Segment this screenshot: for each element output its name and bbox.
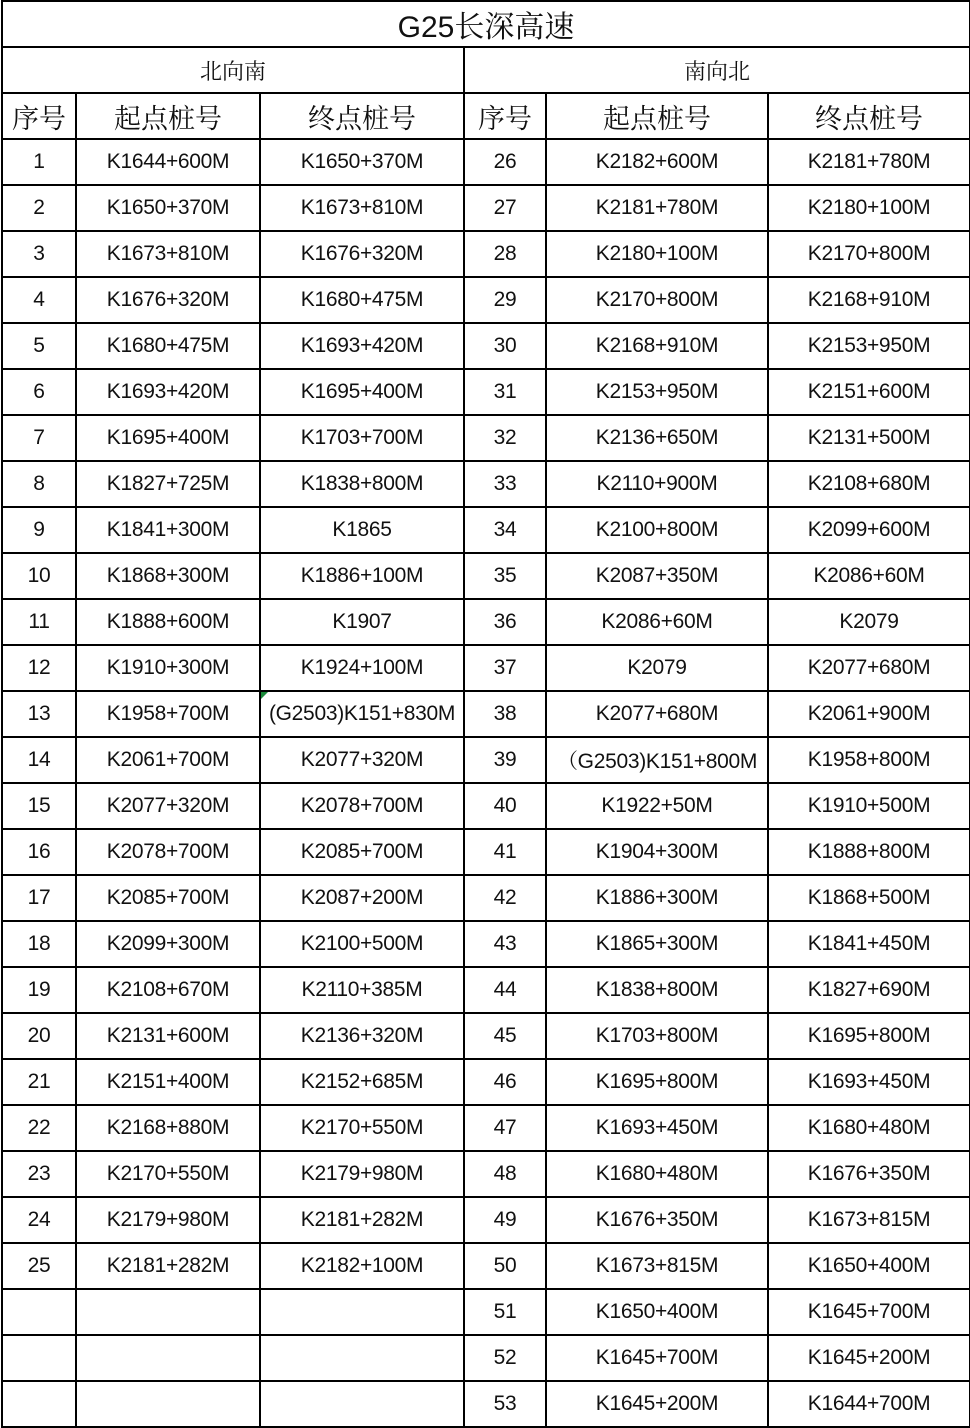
left-start-cell: K1910+300M xyxy=(76,645,260,691)
table-row xyxy=(2,691,970,737)
left-start-cell: K2099+300M xyxy=(76,921,260,967)
left-start-cell: K1650+370M xyxy=(76,185,260,231)
left-seq-cell: 23 xyxy=(2,1151,76,1197)
right-start-cell: K1695+800M xyxy=(546,1059,768,1105)
right-start-cell: K1865+300M xyxy=(546,921,768,967)
left-seq-cell: 18 xyxy=(2,921,76,967)
right-start-cell: K1693+450M xyxy=(546,1105,768,1151)
header-seq-left: 序号 xyxy=(2,93,76,139)
left-start-cell: K2061+700M xyxy=(76,737,260,783)
right-end-cell: K1645+700M xyxy=(768,1289,970,1335)
left-end-cell: K2078+700M xyxy=(260,783,464,829)
right-seq-cell: 51 xyxy=(464,1289,546,1335)
comment-marker-icon xyxy=(261,692,268,699)
left-seq-cell: 21 xyxy=(2,1059,76,1105)
header-end-left: 终点桩号 xyxy=(260,93,464,139)
left-seq-cell: 15 xyxy=(2,783,76,829)
left-start-cell xyxy=(76,1335,260,1381)
left-start-cell: K1680+475M xyxy=(76,323,260,369)
left-seq-cell: 12 xyxy=(2,645,76,691)
left-seq-cell xyxy=(2,1381,76,1427)
left-seq-cell: 24 xyxy=(2,1197,76,1243)
right-seq-cell: 49 xyxy=(464,1197,546,1243)
left-end-cell: K1703+700M xyxy=(260,415,464,461)
right-start-cell: K2086+60M xyxy=(546,599,768,645)
right-end-cell: K1673+815M xyxy=(768,1197,970,1243)
left-start-cell: K1868+300M xyxy=(76,553,260,599)
table-row xyxy=(2,783,970,829)
left-end-cell: K2179+980M xyxy=(260,1151,464,1197)
left-start-cell: K2181+282M xyxy=(76,1243,260,1289)
right-seq-cell: 30 xyxy=(464,323,546,369)
left-end-cell: K1693+420M xyxy=(260,323,464,369)
table-row xyxy=(2,1197,970,1243)
left-end-cell: K2087+200M xyxy=(260,875,464,921)
right-start-cell: K1922+50M xyxy=(546,783,768,829)
right-end-cell: K1695+800M xyxy=(768,1013,970,1059)
right-seq-cell: 39 xyxy=(464,737,546,783)
left-end-cell: K2170+550M xyxy=(260,1105,464,1151)
right-end-cell: K1827+690M xyxy=(768,967,970,1013)
table-row xyxy=(2,507,970,553)
table-row xyxy=(2,1013,970,1059)
right-seq-cell: 50 xyxy=(464,1243,546,1289)
left-seq-cell: 9 xyxy=(2,507,76,553)
left-end-cell: K1680+475M xyxy=(260,277,464,323)
right-start-cell: K2079 xyxy=(546,645,768,691)
left-seq-cell: 16 xyxy=(2,829,76,875)
right-start-cell: K2180+100M xyxy=(546,231,768,277)
left-start-cell xyxy=(76,1381,260,1427)
left-end-cell: K2100+500M xyxy=(260,921,464,967)
left-end-cell: K2085+700M xyxy=(260,829,464,875)
right-seq-cell: 27 xyxy=(464,185,546,231)
right-seq-cell: 44 xyxy=(464,967,546,1013)
right-end-cell: K1958+800M xyxy=(768,737,970,783)
right-start-cell: K1904+300M xyxy=(546,829,768,875)
left-start-cell: K1841+300M xyxy=(76,507,260,553)
direction-north-to-south: 北向南 xyxy=(2,47,464,93)
right-seq-cell: 40 xyxy=(464,783,546,829)
right-end-cell: K2099+600M xyxy=(768,507,970,553)
left-start-cell: K1673+810M xyxy=(76,231,260,277)
left-seq-cell: 1 xyxy=(2,139,76,185)
left-seq-cell: 19 xyxy=(2,967,76,1013)
right-end-cell: K1645+200M xyxy=(768,1335,970,1381)
left-start-cell: K2170+550M xyxy=(76,1151,260,1197)
right-seq-cell: 35 xyxy=(464,553,546,599)
table-row xyxy=(2,599,970,645)
left-seq-cell: 7 xyxy=(2,415,76,461)
left-seq-cell: 10 xyxy=(2,553,76,599)
table-row xyxy=(2,1105,970,1151)
right-seq-cell: 45 xyxy=(464,1013,546,1059)
left-end-cell: K1838+800M xyxy=(260,461,464,507)
left-seq-cell: 2 xyxy=(2,185,76,231)
right-seq-cell: 31 xyxy=(464,369,546,415)
table-row xyxy=(2,737,970,783)
header-end-right: 终点桩号 xyxy=(768,93,970,139)
right-start-cell: K1676+350M xyxy=(546,1197,768,1243)
right-seq-cell: 43 xyxy=(464,921,546,967)
right-start-cell: K1645+700M xyxy=(546,1335,768,1381)
right-end-cell: K1644+700M xyxy=(768,1381,970,1427)
left-end-cell: K1924+100M xyxy=(260,645,464,691)
left-start-cell: K1676+320M xyxy=(76,277,260,323)
right-start-cell: K2136+650M xyxy=(546,415,768,461)
left-end-cell: (G2503)K151+830M xyxy=(260,691,464,737)
right-end-cell: K2108+680M xyxy=(768,461,970,507)
table-title: G25长深高速 xyxy=(2,1,970,47)
left-end-cell: K1673+810M xyxy=(260,185,464,231)
left-start-cell: K2179+980M xyxy=(76,1197,260,1243)
table-row xyxy=(2,1059,970,1105)
left-start-cell: K1958+700M xyxy=(76,691,260,737)
left-seq-cell xyxy=(2,1289,76,1335)
table-row xyxy=(2,645,970,691)
left-start-cell: K2077+320M xyxy=(76,783,260,829)
right-end-cell: K1910+500M xyxy=(768,783,970,829)
left-start-cell xyxy=(76,1289,260,1335)
right-end-cell: K2061+900M xyxy=(768,691,970,737)
right-seq-cell: 36 xyxy=(464,599,546,645)
header-seq-right: 序号 xyxy=(464,93,546,139)
left-seq-cell: 8 xyxy=(2,461,76,507)
right-start-cell: K1650+400M xyxy=(546,1289,768,1335)
right-end-cell: K2153+950M xyxy=(768,323,970,369)
table-row xyxy=(2,415,970,461)
left-start-cell: K1827+725M xyxy=(76,461,260,507)
right-start-cell: K1838+800M xyxy=(546,967,768,1013)
right-end-cell: K2131+500M xyxy=(768,415,970,461)
left-end-cell: K2136+320M xyxy=(260,1013,464,1059)
right-seq-cell: 33 xyxy=(464,461,546,507)
table-row xyxy=(2,967,970,1013)
left-end-cell: K2152+685M xyxy=(260,1059,464,1105)
right-start-cell: K1703+800M xyxy=(546,1013,768,1059)
table-row xyxy=(2,1289,970,1335)
right-seq-cell: 42 xyxy=(464,875,546,921)
highway-stake-table xyxy=(1,0,970,1428)
left-end-cell xyxy=(260,1289,464,1335)
left-start-cell: K2078+700M xyxy=(76,829,260,875)
left-start-cell: K1644+600M xyxy=(76,139,260,185)
right-start-cell: K2182+600M xyxy=(546,139,768,185)
left-seq-cell: 14 xyxy=(2,737,76,783)
left-end-cell xyxy=(260,1381,464,1427)
right-start-cell: K2168+910M xyxy=(546,323,768,369)
left-start-cell: K2151+400M xyxy=(76,1059,260,1105)
right-end-cell: K1888+800M xyxy=(768,829,970,875)
right-seq-cell: 26 xyxy=(464,139,546,185)
right-start-cell: K2170+800M xyxy=(546,277,768,323)
right-seq-cell: 38 xyxy=(464,691,546,737)
left-end-cell xyxy=(260,1335,464,1381)
right-start-cell: K2100+800M xyxy=(546,507,768,553)
right-start-cell: K1680+480M xyxy=(546,1151,768,1197)
left-start-cell: K1888+600M xyxy=(76,599,260,645)
table-row xyxy=(2,1335,970,1381)
left-seq-cell: 17 xyxy=(2,875,76,921)
left-seq-cell: 3 xyxy=(2,231,76,277)
right-seq-cell: 41 xyxy=(464,829,546,875)
right-end-cell: K1693+450M xyxy=(768,1059,970,1105)
table-row xyxy=(2,369,970,415)
table-row xyxy=(2,1243,970,1289)
left-end-cell: K2182+100M xyxy=(260,1243,464,1289)
left-seq-cell: 6 xyxy=(2,369,76,415)
right-start-cell: K2087+350M xyxy=(546,553,768,599)
right-end-cell: K1680+480M xyxy=(768,1105,970,1151)
right-seq-cell: 53 xyxy=(464,1381,546,1427)
left-seq-cell: 11 xyxy=(2,599,76,645)
left-seq-cell xyxy=(2,1335,76,1381)
right-end-cell: K2180+100M xyxy=(768,185,970,231)
right-end-cell: K2077+680M xyxy=(768,645,970,691)
left-start-cell: K1695+400M xyxy=(76,415,260,461)
left-end-cell: K1907 xyxy=(260,599,464,645)
right-seq-cell: 34 xyxy=(464,507,546,553)
table-row xyxy=(2,1381,970,1427)
table-row xyxy=(2,323,970,369)
table-row xyxy=(2,461,970,507)
left-seq-cell: 22 xyxy=(2,1105,76,1151)
left-start-cell: K2108+670M xyxy=(76,967,260,1013)
right-end-cell: K1868+500M xyxy=(768,875,970,921)
header-start-right: 起点桩号 xyxy=(546,93,768,139)
right-start-cell: K2153+950M xyxy=(546,369,768,415)
right-end-cell: K1676+350M xyxy=(768,1151,970,1197)
right-seq-cell: 29 xyxy=(464,277,546,323)
right-seq-cell: 46 xyxy=(464,1059,546,1105)
right-end-cell: K2170+800M xyxy=(768,231,970,277)
right-seq-cell: 28 xyxy=(464,231,546,277)
right-seq-cell: 48 xyxy=(464,1151,546,1197)
right-start-cell: K1645+200M xyxy=(546,1381,768,1427)
left-end-cell: K1695+400M xyxy=(260,369,464,415)
right-end-cell: K2181+780M xyxy=(768,139,970,185)
table-row xyxy=(2,185,970,231)
left-end-cell: K1886+100M xyxy=(260,553,464,599)
table-row xyxy=(2,875,970,921)
table-row xyxy=(2,277,970,323)
right-start-cell: K2077+680M xyxy=(546,691,768,737)
left-end-cell: K2110+385M xyxy=(260,967,464,1013)
table-row xyxy=(2,921,970,967)
right-start-cell: K1673+815M xyxy=(546,1243,768,1289)
right-seq-cell: 52 xyxy=(464,1335,546,1381)
left-start-cell: K2085+700M xyxy=(76,875,260,921)
left-end-cell: K2077+320M xyxy=(260,737,464,783)
left-start-cell: K1693+420M xyxy=(76,369,260,415)
table-row xyxy=(2,231,970,277)
table-row xyxy=(2,1151,970,1197)
table-row xyxy=(2,829,970,875)
left-start-cell: K2168+880M xyxy=(76,1105,260,1151)
right-end-cell: K1841+450M xyxy=(768,921,970,967)
left-end-cell: K1676+320M xyxy=(260,231,464,277)
left-seq-cell: 13 xyxy=(2,691,76,737)
left-seq-cell: 4 xyxy=(2,277,76,323)
left-start-cell: K2131+600M xyxy=(76,1013,260,1059)
right-end-cell: K2168+910M xyxy=(768,277,970,323)
right-seq-cell: 37 xyxy=(464,645,546,691)
right-end-cell: K2079 xyxy=(768,599,970,645)
left-end-cell: K1865 xyxy=(260,507,464,553)
right-seq-cell: 47 xyxy=(464,1105,546,1151)
table-row xyxy=(2,553,970,599)
right-start-cell: K2110+900M xyxy=(546,461,768,507)
direction-south-to-north: 南向北 xyxy=(464,47,970,93)
right-end-cell: K2086+60M xyxy=(768,553,970,599)
left-end-cell: K1650+370M xyxy=(260,139,464,185)
right-end-cell: K2151+600M xyxy=(768,369,970,415)
table-row xyxy=(2,139,970,185)
right-seq-cell: 32 xyxy=(464,415,546,461)
left-seq-cell: 25 xyxy=(2,1243,76,1289)
left-end-cell: K2181+282M xyxy=(260,1197,464,1243)
left-seq-cell: 5 xyxy=(2,323,76,369)
right-start-cell: （G2503)K151+800M xyxy=(546,737,768,783)
header-start-left: 起点桩号 xyxy=(76,93,260,139)
right-start-cell: K1886+300M xyxy=(546,875,768,921)
right-start-cell: K2181+780M xyxy=(546,185,768,231)
left-seq-cell: 20 xyxy=(2,1013,76,1059)
right-end-cell: K1650+400M xyxy=(768,1243,970,1289)
